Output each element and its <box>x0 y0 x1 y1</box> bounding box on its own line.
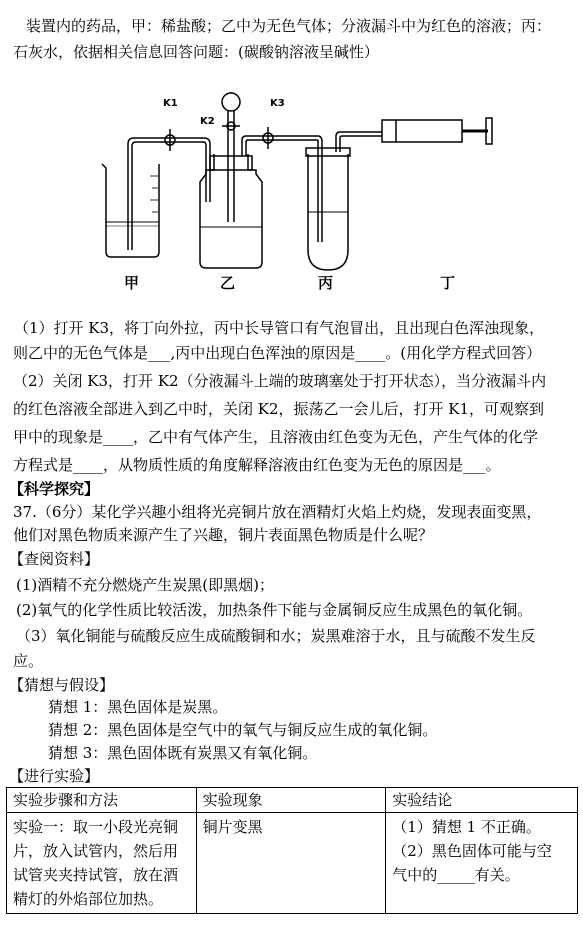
syringe-ding <box>382 120 462 142</box>
table-header-row <box>7 788 578 813</box>
table-row <box>7 813 578 914</box>
cell-conclusion: （1）猜想 1 不正确。 （2）黑色固体可能与空 气中的_____有关。 <box>386 813 578 914</box>
q2-line-1: （2）关闭 K3，打开 K2（分液漏斗上端的玻璃塞处于打开状态），当分液漏斗内 <box>13 372 547 390</box>
section-title: 【科学探究】 <box>9 480 100 498</box>
header-conclusion: 实验结论 <box>386 788 578 813</box>
ref-item-3b: 应。 <box>13 652 44 670</box>
hyp-3: 猜想 3：黑色固体既有炭黑又有氧化铜。 <box>48 744 318 762</box>
header-steps: 实验步骤和方法 <box>7 788 197 813</box>
label-bing: 丙 <box>318 274 334 292</box>
intro-line-2: 石灰水，依据相关信息回答问题：(碳酸钠溶液呈碱性） <box>13 43 379 61</box>
ref-title: 【查阅资料】 <box>9 550 100 568</box>
q1-line-2: 则乙中的无色气体是___,丙中出现白色浑浊的原因是____。(用化学方程式回答） <box>13 344 542 362</box>
q37-line-2: 他们对黑色物质来源产生了兴趣，铜片表面黑色物质是什么呢？ <box>13 526 434 544</box>
q1-line-1: （1）打开 K3，将丁向外拉，丙中长导管口有气泡冒出，且出现白色浑浊现象， <box>14 319 545 337</box>
apparatus-figure <box>96 92 496 292</box>
hyp-2: 猜想 2：黑色固体是空气中的氧气与铜反应生成的氧化铜。 <box>48 721 438 739</box>
apparatus-diagram <box>96 92 496 292</box>
q2-line-4: 方程式是____，从物质性质的角度解释溶液由红色变为无色的原因是___。 <box>13 456 501 474</box>
valve-label-k1: K1 <box>163 98 178 109</box>
label-ding: 丁 <box>440 274 456 292</box>
hyp-1: 猜想 1：黑色固体是炭黑。 <box>48 698 228 716</box>
separatory-funnel <box>222 93 240 111</box>
q37-line-1: 37.（6分）某化学兴趣小组将光亮铜片放在酒精灯火焰上灼烧，发现表面变黑， <box>13 503 542 521</box>
label-jia: 甲 <box>124 274 140 292</box>
q2-line-3: 甲中的现象是____，乙中有气体产生，且溶液由红色变为无色，产生气体的化学 <box>13 428 539 446</box>
label-yi: 乙 <box>220 274 236 292</box>
intro-line-1: 装置内的药品，甲：稀盐酸；乙中为无色气体；分液漏斗中为红色的溶液；丙： <box>26 17 552 35</box>
valve-label-k3: K3 <box>270 98 285 109</box>
beaker-jia <box>102 164 159 257</box>
hyp-title: 【猜想与假设】 <box>9 676 115 694</box>
ref-item-1: (1)酒精不充分燃烧产生炭黑(即黑烟)； <box>16 576 274 594</box>
exp-title: 【进行实验】 <box>9 767 100 785</box>
ref-item-2: (2)氧气的化学性质比较活泼，加热条件下能与金属铜反应生成黑色的氧化铜。 <box>16 601 533 619</box>
q2-line-2: 的红色溶液全部进入到乙中时，关闭 K2，振荡乙一会儿后，打开 K1，可观察到 <box>13 400 545 418</box>
cell-phenomenon: 铜片变黑 <box>196 813 386 914</box>
header-phenomenon: 实验现象 <box>196 788 386 813</box>
cell-step: 实验一：取一小段光亮铜 片，放入试管内，然后用 试管夹夹持试管，放在酒 精灯的外焰部位加热。 <box>7 813 197 914</box>
ref-item-3a: （3）氧化铜能与硫酸反应生成硫酸铜和水；炭黑难溶于水，且与硫酸不发生反 <box>16 627 536 645</box>
experiment-table <box>6 787 578 914</box>
valve-label-k2: K2 <box>200 116 215 127</box>
